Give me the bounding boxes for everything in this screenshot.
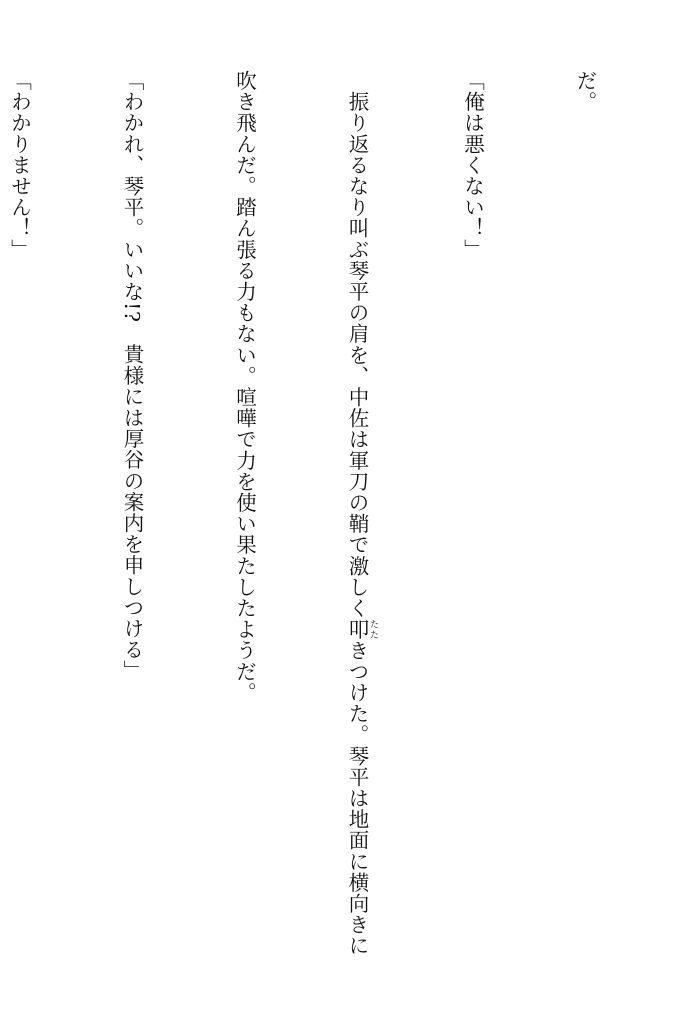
text-column-6: 「わかりません！」 [7,70,32,260]
text-column-4: 吹き飛んだ。踏ん張る力もない。喧嘩で力を使い果たしたようだ。 [232,70,257,703]
text-column-3-tail: きつけた。琴平は地面に横向きに [345,639,369,957]
text-column-3-main: 振り返るなり叫ぶ琴平の肩を、中佐は軍刀の鞘で激しく [345,70,369,619]
ruby-tata: 叩 たた [345,618,378,640]
text-column-5: 「わかれ、琴平。いいな!? 貴様には厚谷の案内を申しつける」 [120,70,144,682]
text-column-3 [338,70,379,970]
vertical-text-block [0,70,678,970]
text-column-2: 「俺は悪くない！」 [460,70,485,260]
text-column-1: だ。 [573,70,597,113]
ruby-reading-tata: たた [368,618,378,640]
